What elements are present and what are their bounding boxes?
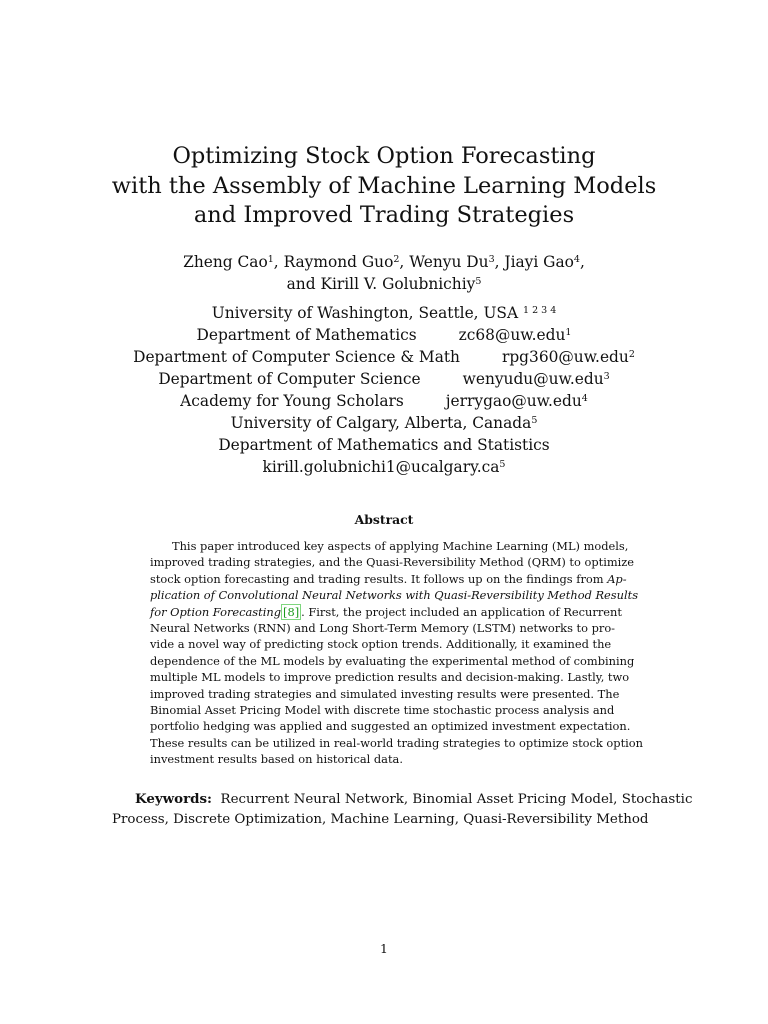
abstract-line: vide a novel way of predicting stock option trends. Additionally, it examined the (150, 637, 612, 652)
email: rpg360@uw.edu (501, 348, 629, 366)
author-name: Jiayi Gao (504, 253, 574, 271)
affiliation-uw (60, 302, 708, 324)
affiliation-row (60, 324, 708, 346)
page-number: 1 (380, 941, 388, 956)
abstract-line (150, 604, 660, 620)
email: kirill.golubnichi1@ucalgary.ca (262, 458, 500, 476)
department: Academy for Young Scholars (180, 392, 404, 410)
author-mark: 4 (573, 254, 580, 265)
department: Department of Computer Science & Math (133, 348, 460, 366)
cited-title: for Option Forecasting (150, 604, 281, 619)
affiliation-row (60, 390, 708, 412)
abstract-line: improved trading strategies, and the Quasi-Reversibility Method (QRM) to optimize (150, 555, 635, 570)
author-list (60, 252, 708, 295)
affiliation-row (60, 346, 708, 368)
author-separator: , (579, 253, 585, 271)
department: Department of Computer Science (158, 370, 421, 388)
author-name: Raymond Guo (283, 253, 394, 271)
author-separator: , (494, 253, 505, 271)
email: jerrygao@uw.edu (445, 392, 582, 410)
keywords-line: Process, Discrete Optimization, Machine Learning, Quasi-Reversibility Method (112, 811, 649, 827)
abstract-line (150, 571, 660, 587)
abstract-line: multiple ML models to improve prediction results and decision-making. Lastly, two (150, 670, 630, 685)
abstract-line: dependence of the ML models by evaluating the experimental method of combining (150, 653, 635, 668)
abstract-line: Neural Networks (RNN) and Long Short-Term Memory (LSTM) networks to pro- (150, 621, 616, 636)
abstract-line: Binomial Asset Pricing Model with discrete time stochastic process analysis and (150, 703, 615, 718)
abstract-line-text: stock option forecasting and trading results. It follows up on the findings from (150, 571, 604, 586)
author-name: Wenyu Du (409, 253, 489, 271)
email-mark: 4 (581, 393, 588, 404)
keywords-text: Recurrent Neural Network, Binomial Asset Pricing Model, Stochastic (220, 792, 693, 807)
department: Department of Mathematics (196, 326, 417, 344)
title-line: with the Assembly of Machine Learning Models (111, 172, 657, 199)
abstract-text (150, 538, 660, 768)
email: zc68@uw.edu (458, 326, 566, 344)
abstract-line: portfolio hedging was applied and suggested an optimized investment expectation. (150, 719, 631, 734)
affiliation-text: University of Calgary, Alberta, Canada (230, 414, 532, 432)
abstract-line: investment results based on historical data. (150, 752, 403, 767)
affiliation-block (60, 302, 708, 478)
affiliation-row (60, 368, 708, 390)
author-mark: 3 (488, 254, 495, 265)
cited-title-start: Ap- (607, 571, 627, 586)
title-line: Optimizing Stock Option Forecasting (172, 143, 596, 169)
keywords-line (112, 790, 712, 810)
email-mark: 3 (603, 371, 610, 382)
cited-title: plication of Convolutional Neural Networks with Quasi-Reversibility Method Results (150, 588, 639, 603)
author-line (60, 274, 708, 296)
abstract-line: This paper introduced key aspects of applying Machine Learning (ML) models, (172, 539, 629, 553)
author-mark: 1 (267, 254, 274, 265)
author-mark: 5 (475, 275, 482, 287)
email-mark: 5 (499, 459, 506, 470)
author-line (60, 252, 708, 274)
abstract-line-text: . First, the project included an application of Recurrent (301, 604, 622, 619)
email-mark: 1 (565, 327, 572, 338)
affiliation-calgary-email (60, 456, 708, 478)
paper-title (60, 142, 708, 231)
abstract-line (150, 587, 660, 603)
citation-link[interactable]: [8] (283, 604, 300, 619)
affiliation-mark: 5 (531, 415, 538, 426)
abstract-line: improved trading strategies and simulated investing results were presented. The (150, 686, 620, 701)
abstract-line: These results can be utilized in real-world trading strategies to optimize stock option (150, 735, 643, 750)
author-name: and Kirill V. Golubnichiy (286, 274, 476, 293)
affiliation-text: University of Washington, Seattle, USA (211, 304, 519, 322)
keywords-block (112, 790, 712, 829)
author-separator: , (273, 253, 284, 271)
affiliation-calgary (60, 412, 708, 434)
email: wenyudu@uw.edu (462, 370, 604, 388)
author-mark: 2 (393, 254, 400, 265)
keywords-label: Keywords: (135, 791, 213, 807)
affiliation-calgary-dept: Department of Mathematics and Statistics (218, 436, 550, 454)
author-name: Zheng Cao (183, 253, 268, 271)
email-mark: 2 (628, 349, 635, 360)
abstract-heading: Abstract (354, 512, 414, 527)
title-line: and Improved Trading Strategies (193, 202, 575, 228)
author-separator: , (399, 253, 410, 271)
affiliation-marks: 1 2 3 4 (523, 305, 557, 316)
